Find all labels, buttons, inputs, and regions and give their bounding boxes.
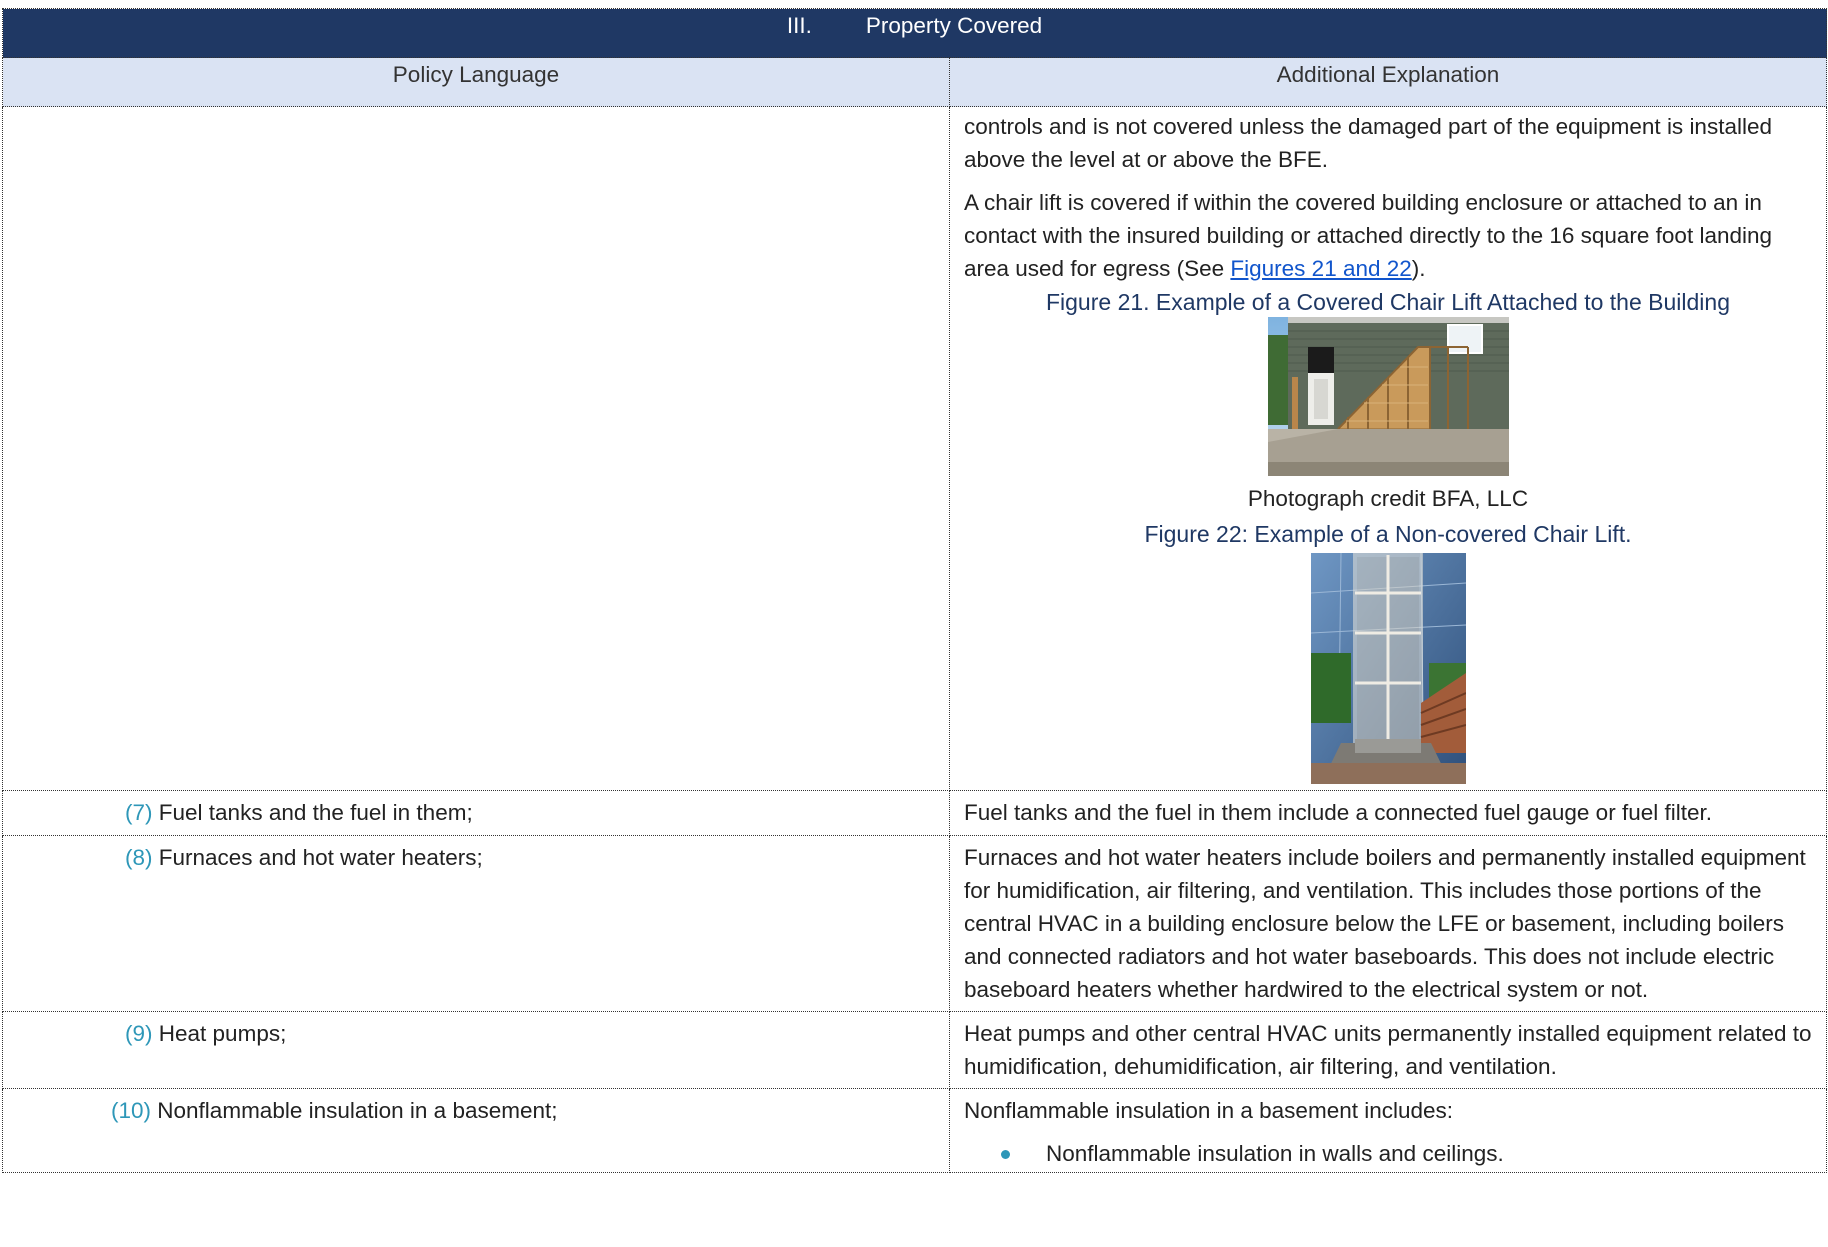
explanation-paragraph: controls and is not covered unless the damaged part of the equipment is installed above the level at or above the BFE. bbox=[964, 114, 1772, 172]
table-row bbox=[3, 836, 1827, 1012]
item-number: (9) bbox=[125, 1021, 153, 1046]
chair-lift-text-end: ). bbox=[1411, 256, 1426, 281]
policy-text: Nonflammable insulation in a basement; bbox=[157, 1098, 558, 1123]
figure-21-credit: Photograph credit BFA, LLC bbox=[1247, 486, 1529, 511]
figure-21-caption: Figure 21. Example of a Covered Chair Lift Attached to the Building bbox=[1045, 289, 1730, 315]
explanation-text: Furnaces and hot water heaters include boilers and permanently installed equipment for humidification, air filtering, and ventilation. This includes those portions of the central HVAC in a building enclosure below the LFE or basement, including boilers and connected radiators and hot water baseboards. This does not include electric baseboard heaters whether hardwired to the electrical system or not. bbox=[964, 845, 1806, 1002]
policy-text: Fuel tanks and the fuel in them; bbox=[158, 800, 473, 825]
column-header-additional-explanation: Additional Explanation bbox=[950, 58, 1827, 107]
explanation-cell-chair-lift bbox=[950, 107, 1827, 791]
table-row bbox=[3, 1089, 1827, 1173]
figure-22-caption: Figure 22: Example of a Non-covered Chair Lift. bbox=[1144, 521, 1632, 547]
explanation-cell bbox=[950, 791, 1827, 836]
explanation-cell bbox=[950, 1089, 1827, 1173]
item-number: (7) bbox=[125, 800, 153, 825]
bullet-item bbox=[964, 1137, 1812, 1170]
section-title-text: Property Covered bbox=[865, 13, 1043, 38]
explanation-cell bbox=[950, 1012, 1827, 1089]
table-row bbox=[3, 1012, 1827, 1089]
figures-link[interactable]: Figures 21 and 22 bbox=[1230, 256, 1412, 281]
section-title-row bbox=[3, 9, 1827, 58]
covered-chair-lift-photo bbox=[1268, 317, 1509, 476]
explanation-cell bbox=[950, 836, 1827, 1012]
chair-lift-paragraph bbox=[964, 186, 1812, 285]
column-header-policy-language: Policy Language bbox=[3, 58, 950, 107]
table-row bbox=[3, 791, 1827, 836]
explanation-text: Heat pumps and other central HVAC units permanently installed equipment related to humidification, dehumidification, air filtering, and ventilation. bbox=[964, 1021, 1812, 1079]
policy-text: Furnaces and hot water heaters; bbox=[158, 845, 483, 870]
item-number: (8) bbox=[125, 845, 153, 870]
policy-cell bbox=[3, 791, 950, 836]
explanation-text: Fuel tanks and the fuel in them include a connected fuel gauge or fuel filter. bbox=[964, 800, 1712, 825]
column-header-row bbox=[3, 58, 1827, 107]
policy-cell bbox=[3, 1012, 950, 1089]
policy-cell bbox=[3, 1089, 950, 1173]
bullet-icon bbox=[1001, 1150, 1010, 1159]
non-covered-chair-lift-photo bbox=[1311, 553, 1466, 784]
policy-text: Heat pumps; bbox=[158, 1021, 287, 1046]
policy-cell bbox=[3, 836, 950, 1012]
item-number: (10) bbox=[111, 1098, 152, 1123]
bullet-text: Nonflammable insulation in walls and ceilings. bbox=[1046, 1141, 1504, 1166]
explanation-text: Nonflammable insulation in a basement includes: bbox=[964, 1098, 1454, 1123]
chair-lift-text: A chair lift is covered if within the covered building enclosure or attached to an in contact with the insured building or attached directly to the 16 square foot landing area used for egress (See bbox=[964, 190, 1773, 281]
section-title bbox=[3, 9, 1827, 58]
section-number: III. bbox=[786, 13, 812, 38]
policy-cell-empty bbox=[3, 107, 950, 791]
property-covered-table bbox=[2, 8, 1827, 1173]
table-row-continuation bbox=[3, 107, 1827, 791]
